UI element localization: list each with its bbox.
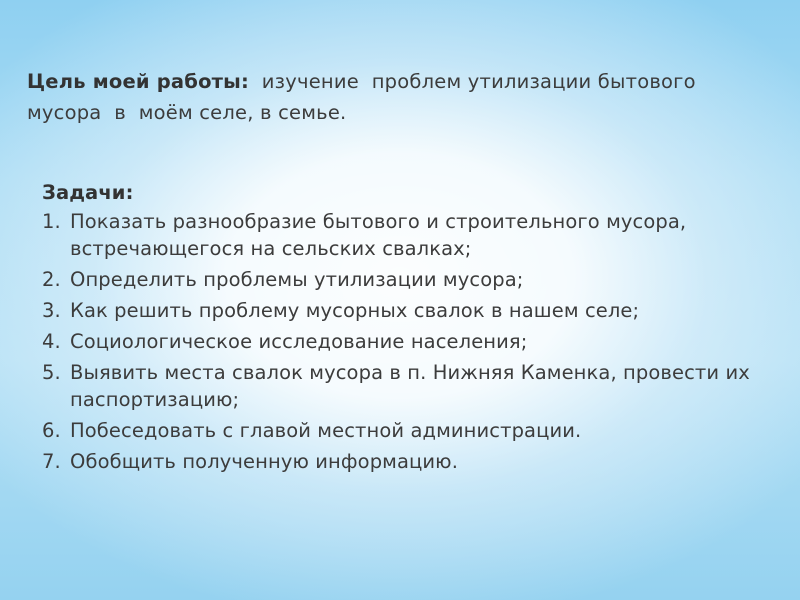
task-text: Выявить места свалок мусора в п. Нижняя Каменка, провести их паспортизацию; — [70, 361, 750, 411]
task-item-6 — [42, 417, 782, 444]
task-text: Показать разнообразие бытового и строительного мусора, встречающегося на сельских свалках; — [70, 210, 687, 260]
goal-label: Цель моей работы — [27, 70, 241, 93]
task-text: Определить проблемы утилизации мусора; — [70, 268, 524, 291]
task-number: 1. — [42, 210, 61, 233]
task-text: Побеседовать с главой местной администрации. — [70, 419, 582, 442]
task-text: Социологическое исследование населения; — [70, 330, 528, 353]
task-text: Как решить проблему мусорных свалок в нашем селе; — [70, 299, 640, 322]
goal-text: изучение проблем утилизации бытового мусора в моём селе, в семье. — [27, 70, 703, 124]
task-item-4 — [42, 328, 782, 355]
task-item-1 — [42, 208, 782, 262]
goal-paragraph — [27, 66, 727, 128]
task-text: Обобщить полученную информацию. — [70, 450, 458, 473]
task-number: 2. — [42, 268, 61, 291]
task-item-7 — [42, 448, 782, 475]
task-item-3 — [42, 297, 782, 324]
task-number: 6. — [42, 419, 61, 442]
task-number: 7. — [42, 450, 61, 473]
goal-colon: : — [241, 70, 249, 93]
task-list — [42, 208, 782, 475]
task-item-2 — [42, 266, 782, 293]
task-number: 5. — [42, 361, 61, 384]
task-number: 3. — [42, 299, 61, 322]
tasks-block — [42, 178, 782, 479]
task-item-5 — [42, 359, 782, 413]
task-number: 4. — [42, 330, 61, 353]
tasks-heading: Задачи: — [42, 181, 134, 204]
